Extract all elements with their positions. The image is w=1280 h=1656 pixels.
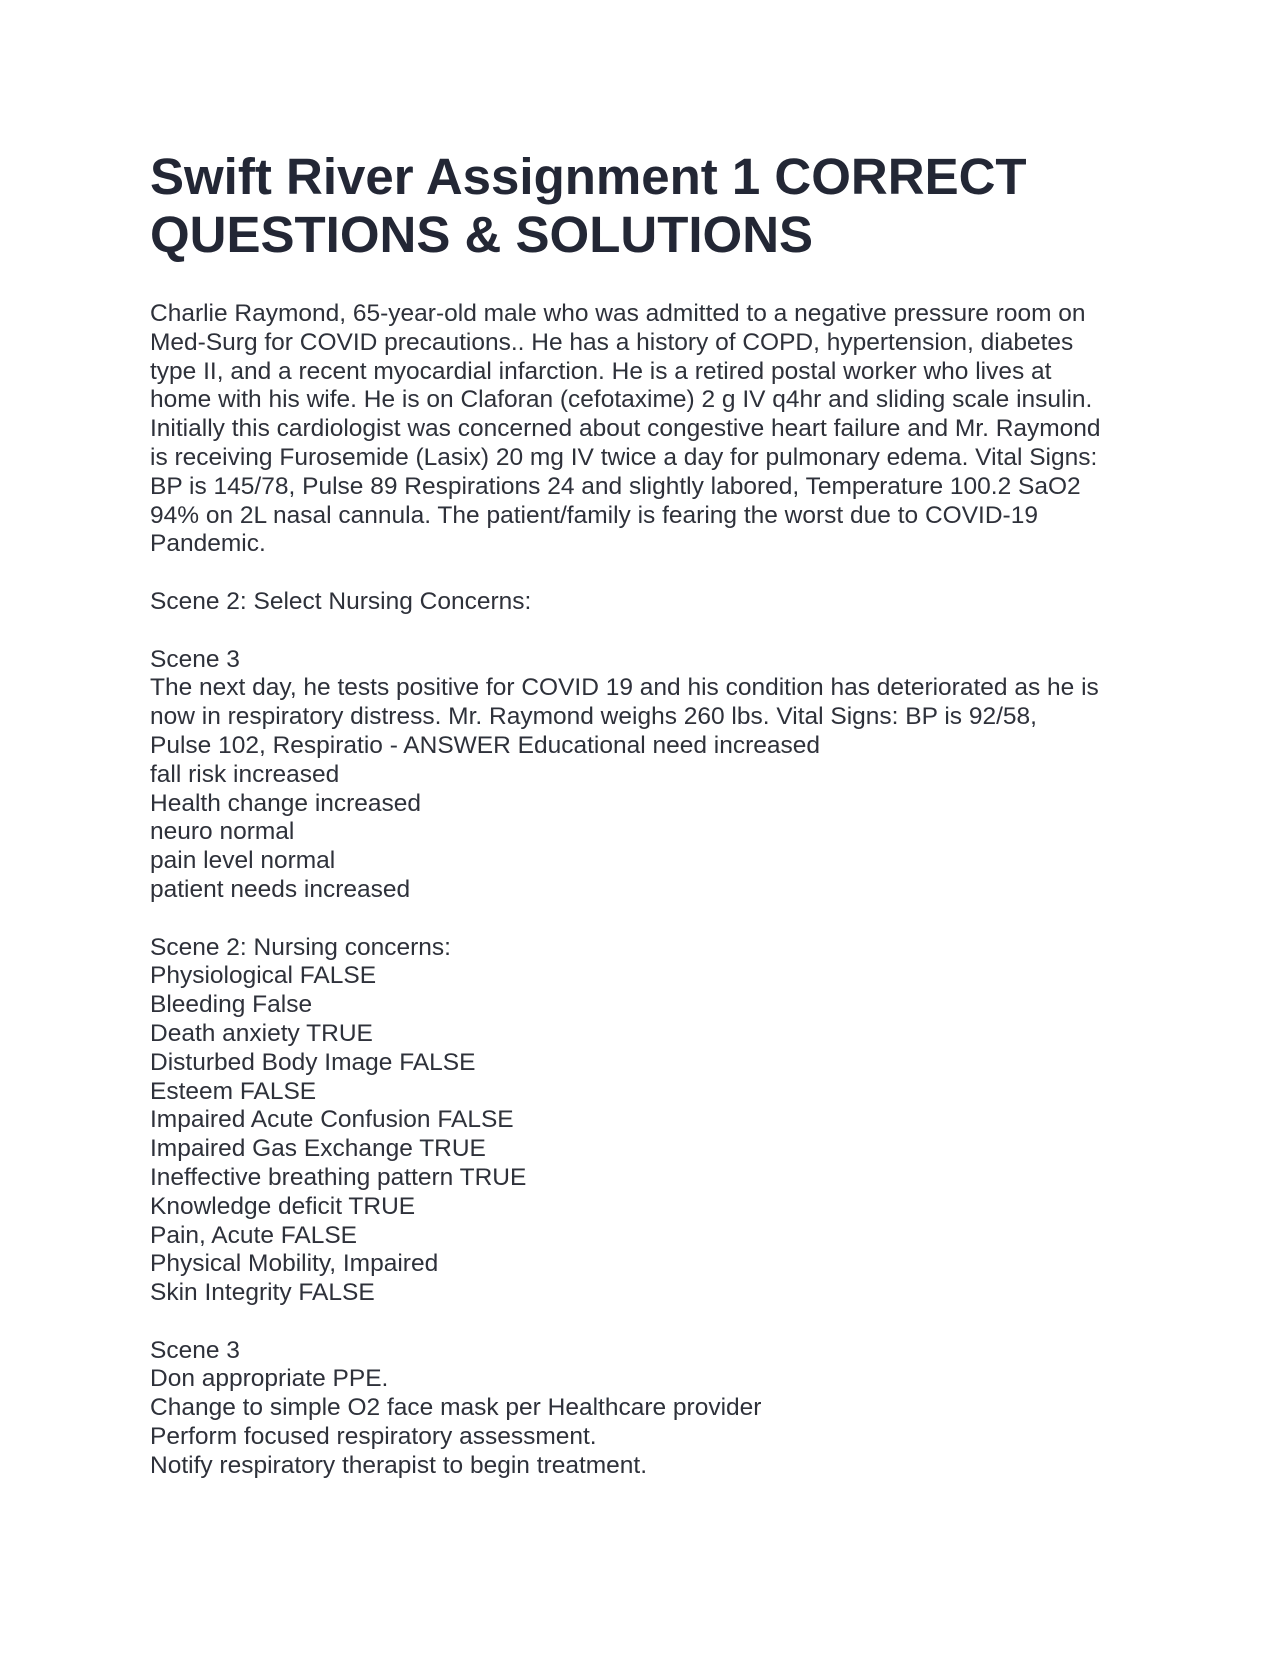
text-line: The next day, he tests positive for COVID 19 and his condition has deteriorated as he is (150, 674, 1099, 702)
text-line: neuro normal (150, 818, 295, 846)
text-line: Scene 3 (150, 645, 240, 673)
text-line: fall risk increased (150, 760, 340, 788)
text-line: type II, and a recent myocardial infarction. He is a retired postal worker who lives at (150, 357, 1052, 385)
text-line: Perform focused respiratory assessment. (150, 1423, 597, 1451)
text-line: is receiving Furosemide (Lasix) 20 mg IV twice a day for pulmonary edema. Vital Signs: (150, 443, 1098, 471)
text-line: Esteem FALSE (150, 1077, 317, 1105)
text-line: Scene 2: Nursing concerns: (150, 933, 451, 961)
scene3-actions-list (150, 1337, 1140, 1481)
document-title (150, 148, 1140, 264)
text-line: Death anxiety TRUE (150, 1019, 373, 1047)
text-line: Charlie Raymond, 65-year-old male who was admitted to a negative pressure room on (150, 300, 1086, 327)
text-line: now in respiratory distress. Mr. Raymond weighs 260 lbs. Vital Signs: BP is 92/58, (150, 703, 1037, 731)
patient-scenario-paragraph (150, 300, 1140, 559)
text-line: Ineffective breathing pattern TRUE (150, 1163, 527, 1191)
text-line: Disturbed Body Image FALSE (150, 1048, 476, 1076)
text-line: Impaired Acute Confusion FALSE (150, 1106, 514, 1134)
text-line: Physiological FALSE (150, 962, 377, 990)
title-line: Swift River Assignment 1 CORRECT (150, 148, 1027, 205)
text-line: 94% on 2L nasal cannula. The patient/family is fearing the worst due to COVID-19 (150, 501, 1038, 529)
text-line: Skin Integrity FALSE (150, 1279, 375, 1307)
title-line: QUESTIONS & SOLUTIONS (150, 206, 814, 263)
text-line: pain level normal (150, 847, 336, 875)
text-line: home with his wife. He is on Claforan (cefotaxime) 2 g IV q4hr and sliding scale insulin. (150, 386, 1093, 414)
text-line: Pulse 102, Respiratio - ANSWER Educational need increased (150, 731, 821, 759)
scene2-nursing-concerns-list (150, 934, 1140, 1308)
text-line: Scene 2: Select Nursing Concerns: (150, 587, 532, 615)
text-line: Pain, Acute FALSE (150, 1221, 358, 1249)
text-line: Don appropriate PPE. (150, 1365, 389, 1393)
document-page (150, 148, 1140, 1509)
scene2-select-heading (150, 588, 1140, 617)
text-line: Pandemic. (150, 530, 266, 558)
text-line: Notify respiratory therapist to begin treatment. (150, 1451, 648, 1479)
text-line: Change to simple O2 face mask per Healthcare provider (150, 1394, 762, 1422)
text-line: Bleeding False (150, 991, 313, 1019)
text-line: Knowledge deficit TRUE (150, 1192, 416, 1220)
text-line: patient needs increased (150, 875, 411, 903)
scene3-question-answer (150, 646, 1140, 905)
text-line: Physical Mobility, Impaired (150, 1250, 439, 1278)
text-line: BP is 145/78, Pulse 89 Respirations 24 and slightly labored, Temperature 100.2 SaO2 (150, 472, 1081, 500)
text-line: Impaired Gas Exchange TRUE (150, 1135, 486, 1163)
text-line: Scene 3 (150, 1336, 240, 1364)
text-line: Initially this cardiologist was concerned about congestive heart failure and Mr. Raymond (150, 415, 1101, 443)
text-line: Med-Surg for COVID precautions.. He has a history of COPD, hypertension, diabetes (150, 328, 1074, 356)
text-line: Health change increased (150, 789, 422, 817)
